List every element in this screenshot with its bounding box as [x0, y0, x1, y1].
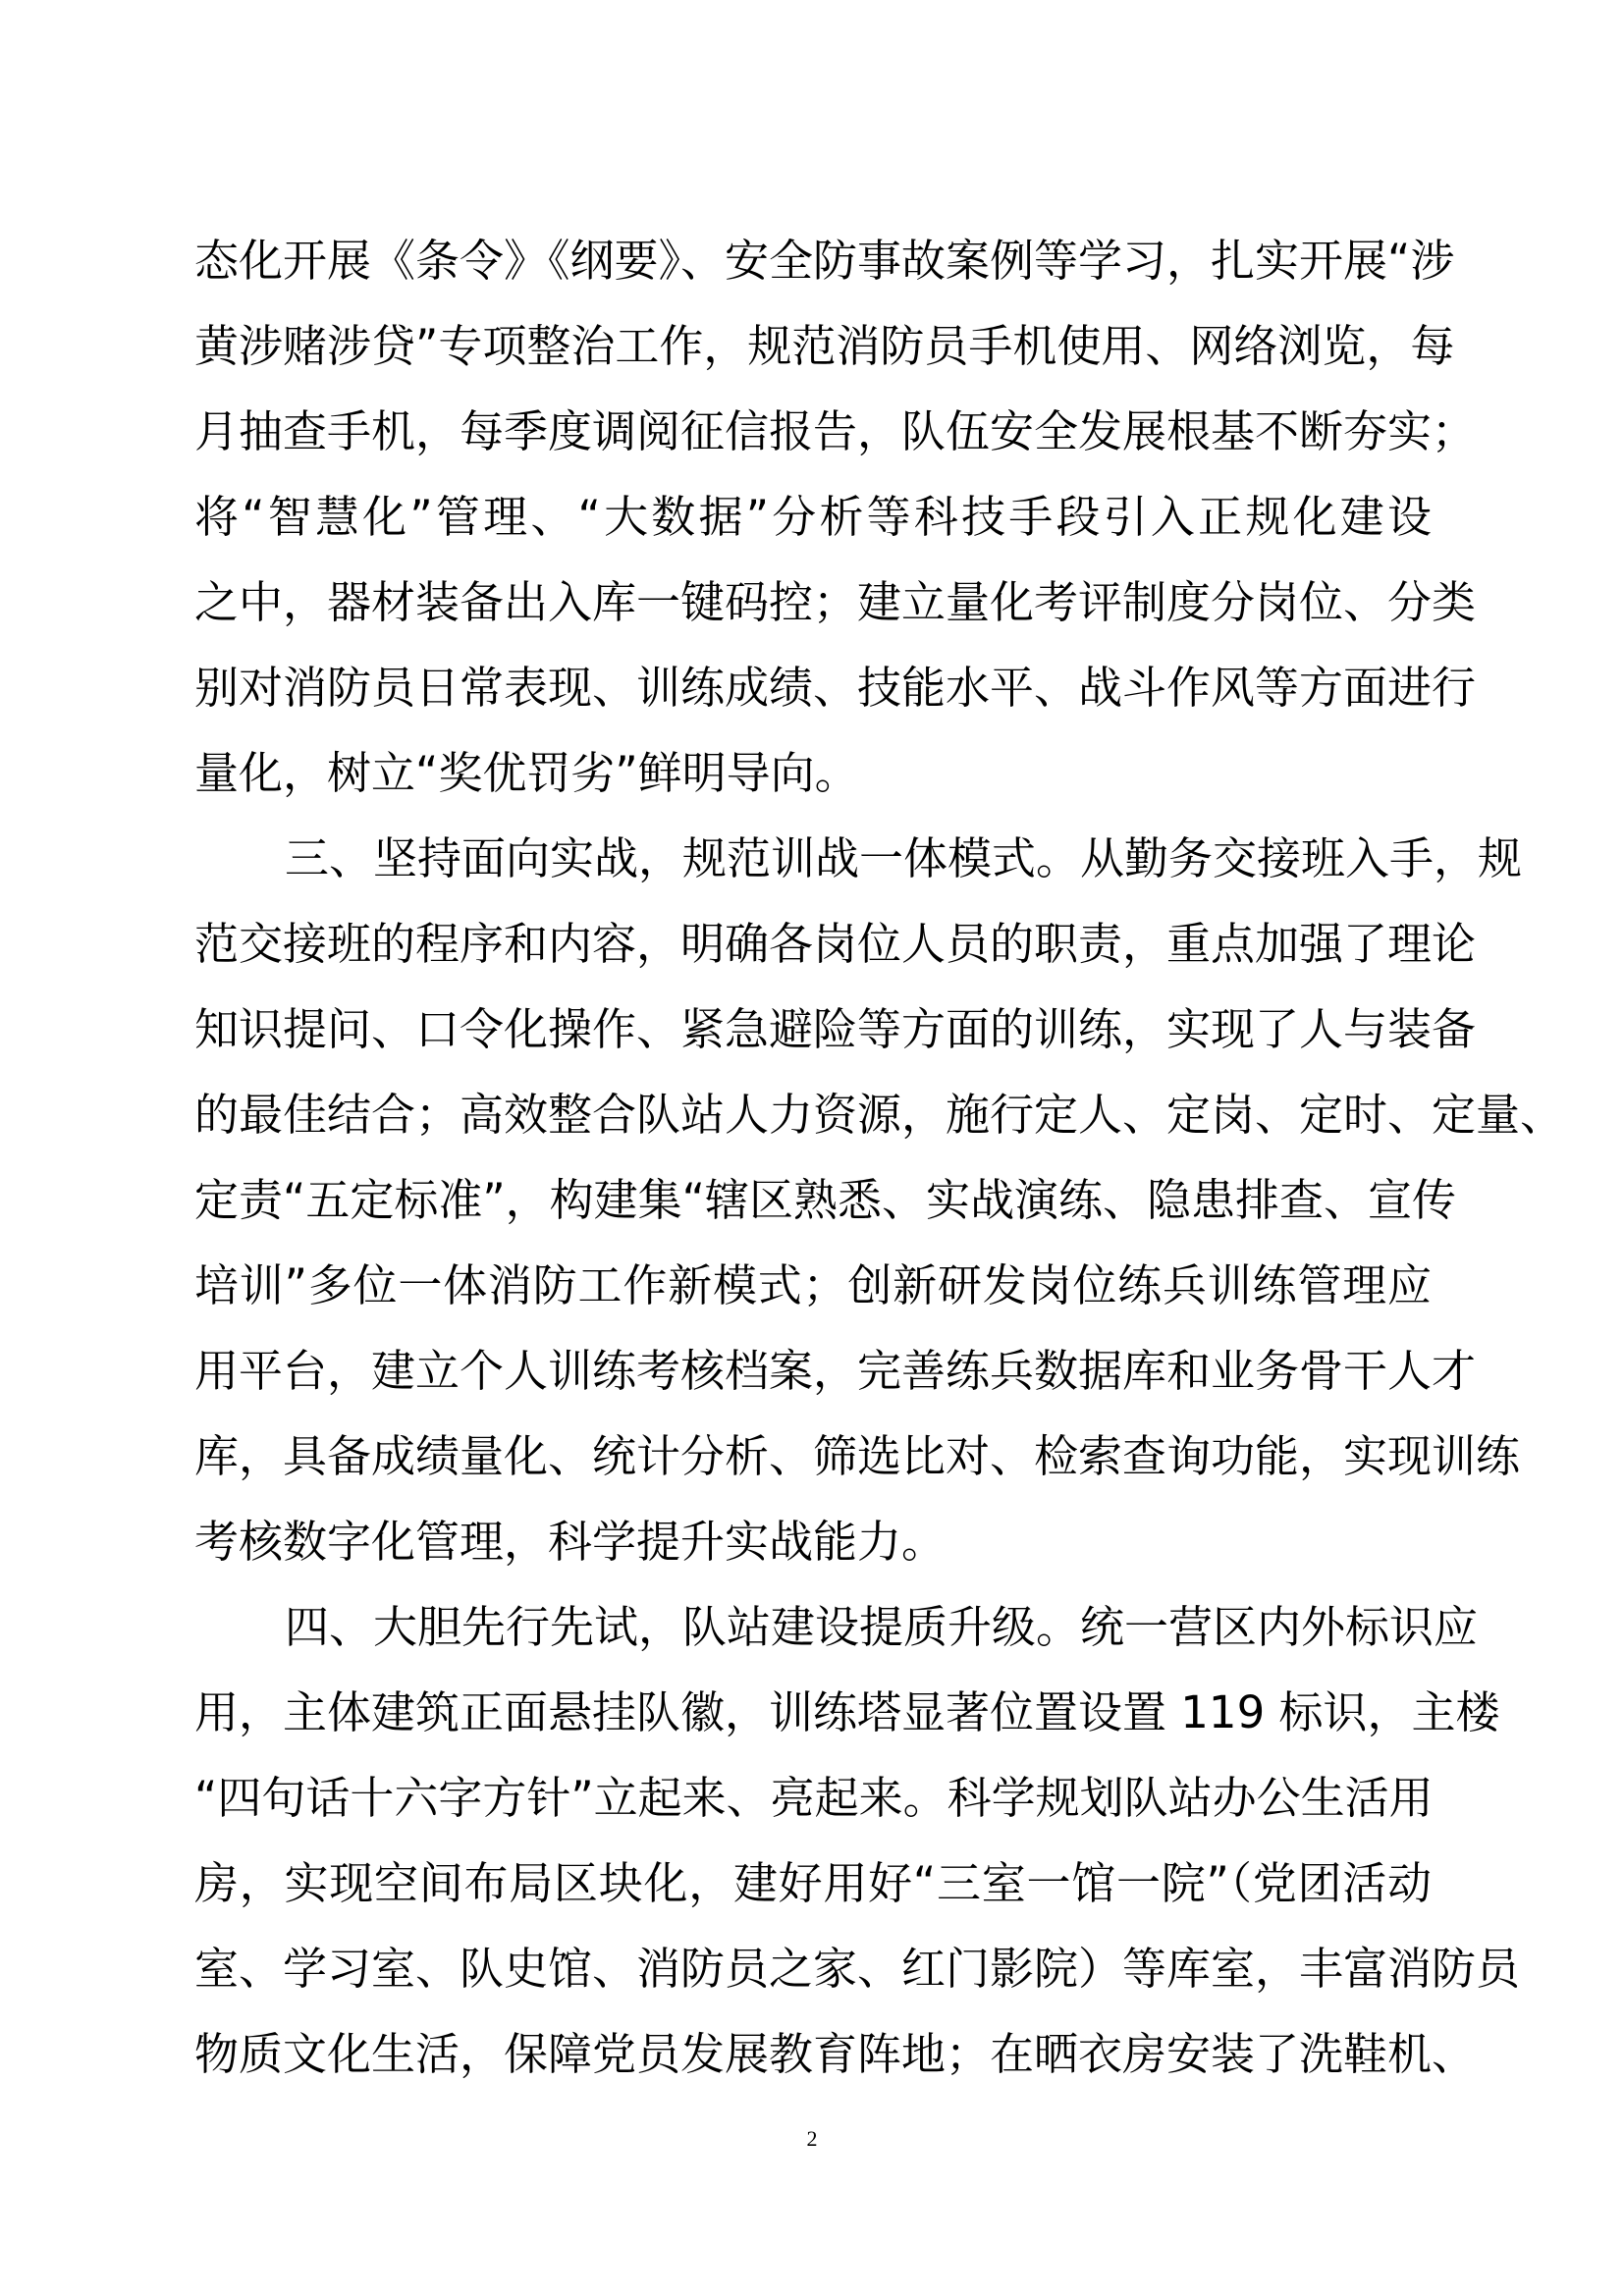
- paragraph-section-3: [194, 816, 1565, 1584]
- text-line: 考核数字化管理，科学提升实战能力。: [194, 1516, 947, 1568]
- text-line: 培训”多位一体消防工作新模式；创新研发岗位练兵训练管理应: [194, 1259, 1432, 1311]
- page-number: 2: [806, 2126, 818, 2151]
- section-heading-line: 四、大胆先行先试，队站建设提质升级。统一营区内外标识应: [285, 1601, 1479, 1653]
- section-heading-line: 三、坚持面向实战，规范训战一体模式。从勤务交接班入手，规: [285, 832, 1523, 884]
- text-line: 黄涉赌涉贷”专项整治工作，规范消防员手机使用、网络浏览，每: [194, 320, 1455, 372]
- text-line: 室、学习室、队史馆、消防员之家、红门影院）等库室，丰富消防员: [194, 1943, 1521, 1995]
- text-line: 月抽查手机，每季度调阅征信报告，队伍安全发展根基不断夯实；: [194, 405, 1477, 457]
- text-line: 用平台，建立个人训练考核档案，完善练兵数据库和业务骨干人才: [194, 1345, 1477, 1397]
- text-line: 用，主体建筑正面悬挂队徽，训练塔显著位置设置 119 标识，主楼: [194, 1686, 1500, 1738]
- text-line: “四句话十六字方针”立起来、亮起来。科学规划队站办公生活用: [194, 1772, 1434, 1824]
- text-line: 将“智慧化”管理、“大数据”分析等科技手段引入正规化建设: [194, 491, 1432, 543]
- text-line: 定责“五定标准”，构建集“辖区熟悉、实战演练、隐患排查、宣传: [194, 1174, 1456, 1226]
- paragraph-continuation: [194, 218, 1477, 816]
- text-line: 之中，器材装备出入库一键码控；建立量化考评制度分岗位、分类: [194, 576, 1477, 628]
- text-line: 房，实现空间布局区块化，建好用好“三室一馆一院”（党团活动: [194, 1857, 1432, 1909]
- text-line: 物质文化生活，保障党员发展教育阵地；在晒衣房安装了洗鞋机、: [194, 2028, 1477, 2080]
- text-line: 知识提问、口令化操作、紧急避险等方面的训练，实现了人与装备: [194, 1003, 1477, 1055]
- paragraph-section-4: [194, 1584, 1521, 2097]
- text-line: 量化，树立“奖优罚劣”鲜明导向。: [194, 747, 859, 799]
- text-line: 态化开展《条令》《纲要》、安全防事故案例等学习，扎实开展“涉: [194, 235, 1455, 287]
- text-line: 别对消防员日常表现、训练成绩、技能水平、战斗作风等方面进行: [194, 662, 1477, 714]
- text-line: 库，具备成绩量化、统计分析、筛选比对、检索查询功能，实现训练: [194, 1430, 1521, 1482]
- document-body: [194, 218, 1565, 2097]
- text-line: 的最佳结合；高效整合队站人力资源，施行定人、定岗、定时、定量、: [194, 1089, 1565, 1141]
- text-line: 范交接班的程序和内容，明确各岗位人员的职责，重点加强了理论: [194, 918, 1477, 970]
